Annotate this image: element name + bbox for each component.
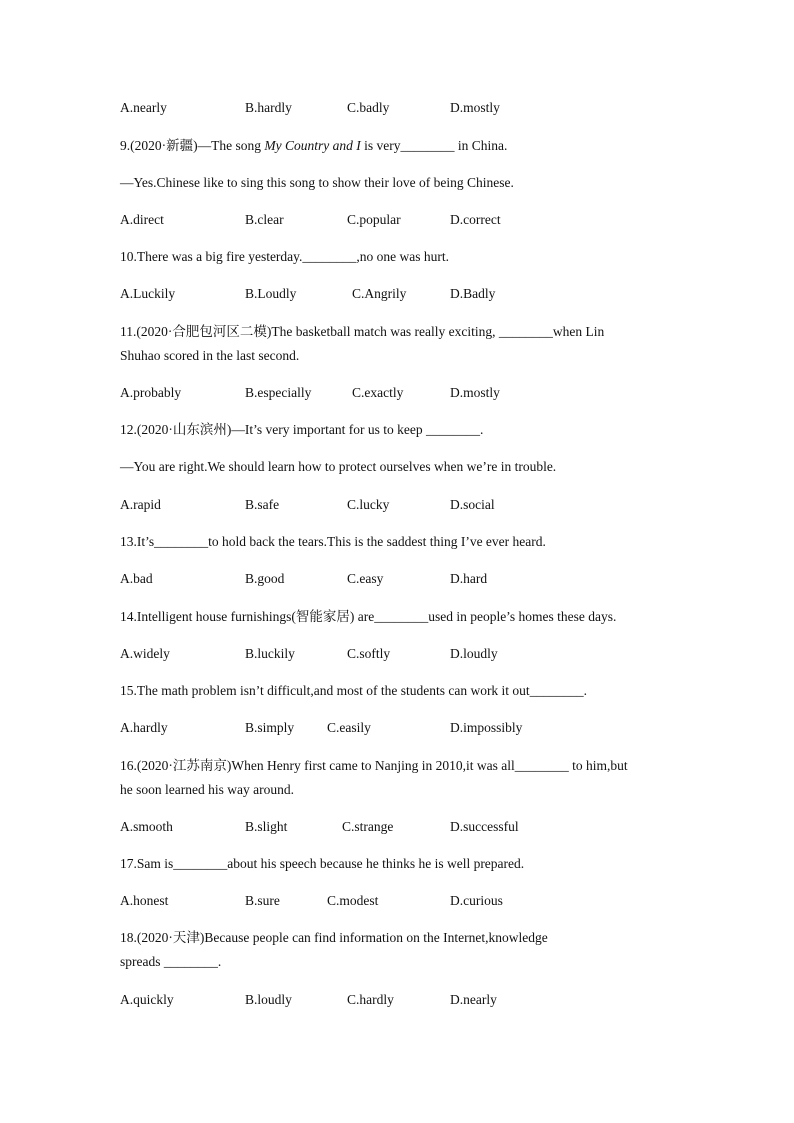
option-c[interactable]: C.strange <box>342 819 394 834</box>
option-b[interactable]: B.hardly <box>245 100 292 115</box>
question-16-line2: he soon learned his way around. <box>120 782 294 797</box>
option-c[interactable]: C.popular <box>347 212 401 227</box>
question-9-reply: —Yes.Chinese like to sing this song to show their love of being Chinese. <box>120 175 514 190</box>
option-b[interactable]: B.clear <box>245 212 284 227</box>
option-d[interactable]: D.loudly <box>450 646 498 661</box>
option-b[interactable]: B.especially <box>245 385 312 400</box>
option-b[interactable]: B.good <box>245 571 285 586</box>
option-b[interactable]: B.Loudly <box>245 286 297 301</box>
song-title: My Country and I <box>264 138 361 153</box>
option-c[interactable]: C.exactly <box>352 385 404 400</box>
option-a[interactable]: A.hardly <box>120 720 168 735</box>
question-17-text: 17.Sam is________about his speech because he thinks he is well prepared. <box>120 856 525 871</box>
question-18-line1: 18.(2020·天津)Because people can find information on the Internet,knowledge <box>120 930 548 945</box>
option-d[interactable]: D.mostly <box>450 100 500 115</box>
option-a[interactable]: A.smooth <box>120 819 173 834</box>
option-d[interactable]: D.mostly <box>450 385 500 400</box>
option-c[interactable]: C.modest <box>327 893 379 908</box>
option-a[interactable]: A.honest <box>120 893 169 908</box>
option-c[interactable]: C.easy <box>347 571 384 586</box>
option-c[interactable]: C.lucky <box>347 497 390 512</box>
question-18-line2: spreads ________. <box>120 954 222 969</box>
question-11-line1: 11.(2020·合肥包河区二模)The basketball match was really exciting, ________when Lin <box>120 324 605 339</box>
question-9-text: 9.(2020·新疆)—The song My Country and I is very________ in China. <box>120 138 508 153</box>
option-a[interactable]: A.Luckily <box>120 286 176 301</box>
option-c[interactable]: C.easily <box>327 720 371 735</box>
option-d[interactable]: D.correct <box>450 212 501 227</box>
question-11-line2: Shuhao scored in the last second. <box>120 348 300 363</box>
option-a[interactable]: A.nearly <box>120 100 167 115</box>
option-d[interactable]: D.social <box>450 497 495 512</box>
question-14-text: 14.Intelligent house furnishings(智能家居) are________used in people’s homes these days. <box>120 609 617 624</box>
option-a[interactable]: A.rapid <box>120 497 161 512</box>
option-d[interactable]: D.curious <box>450 893 503 908</box>
option-b[interactable]: B.loudly <box>245 992 292 1007</box>
option-b[interactable]: B.sure <box>245 893 280 908</box>
option-b[interactable]: B.slight <box>245 819 288 834</box>
option-c[interactable]: C.badly <box>347 100 390 115</box>
option-c[interactable]: C.Angrily <box>352 286 407 301</box>
question-12-text: 12.(2020·山东滨州)—It’s very important for us to keep ________. <box>120 422 484 437</box>
question-13-text: 13.It’s________to hold back the tears.This is the saddest thing I’ve ever heard. <box>120 534 546 549</box>
option-d[interactable]: D.successful <box>450 819 519 834</box>
option-d[interactable]: D.nearly <box>450 992 497 1007</box>
option-a[interactable]: A.quickly <box>120 992 174 1007</box>
option-a[interactable]: A.bad <box>120 571 153 586</box>
option-d[interactable]: D.hard <box>450 571 488 586</box>
question-12-reply: —You are right.We should learn how to protect ourselves when we’re in trouble. <box>120 459 557 474</box>
option-a[interactable]: A.widely <box>120 646 170 661</box>
option-b[interactable]: B.safe <box>245 497 280 512</box>
option-a[interactable]: A.probably <box>120 385 182 400</box>
option-b[interactable]: B.luckily <box>245 646 295 661</box>
question-10-text: 10.There was a big fire yesterday.________,no one was hurt. <box>120 249 450 264</box>
option-c[interactable]: C.hardly <box>347 992 394 1007</box>
question-15-text: 15.The math problem isn’t difficult,and most of the students can work it out________. <box>120 683 588 698</box>
option-b[interactable]: B.simply <box>245 720 295 735</box>
option-d[interactable]: D.Badly <box>450 286 496 301</box>
question-16-line1: 16.(2020·江苏南京)When Henry first came to Nanjing in 2010,it was all________ to him,but <box>120 758 628 773</box>
option-c[interactable]: C.softly <box>347 646 391 661</box>
option-d[interactable]: D.impossibly <box>450 720 523 735</box>
option-a[interactable]: A.direct <box>120 212 164 227</box>
